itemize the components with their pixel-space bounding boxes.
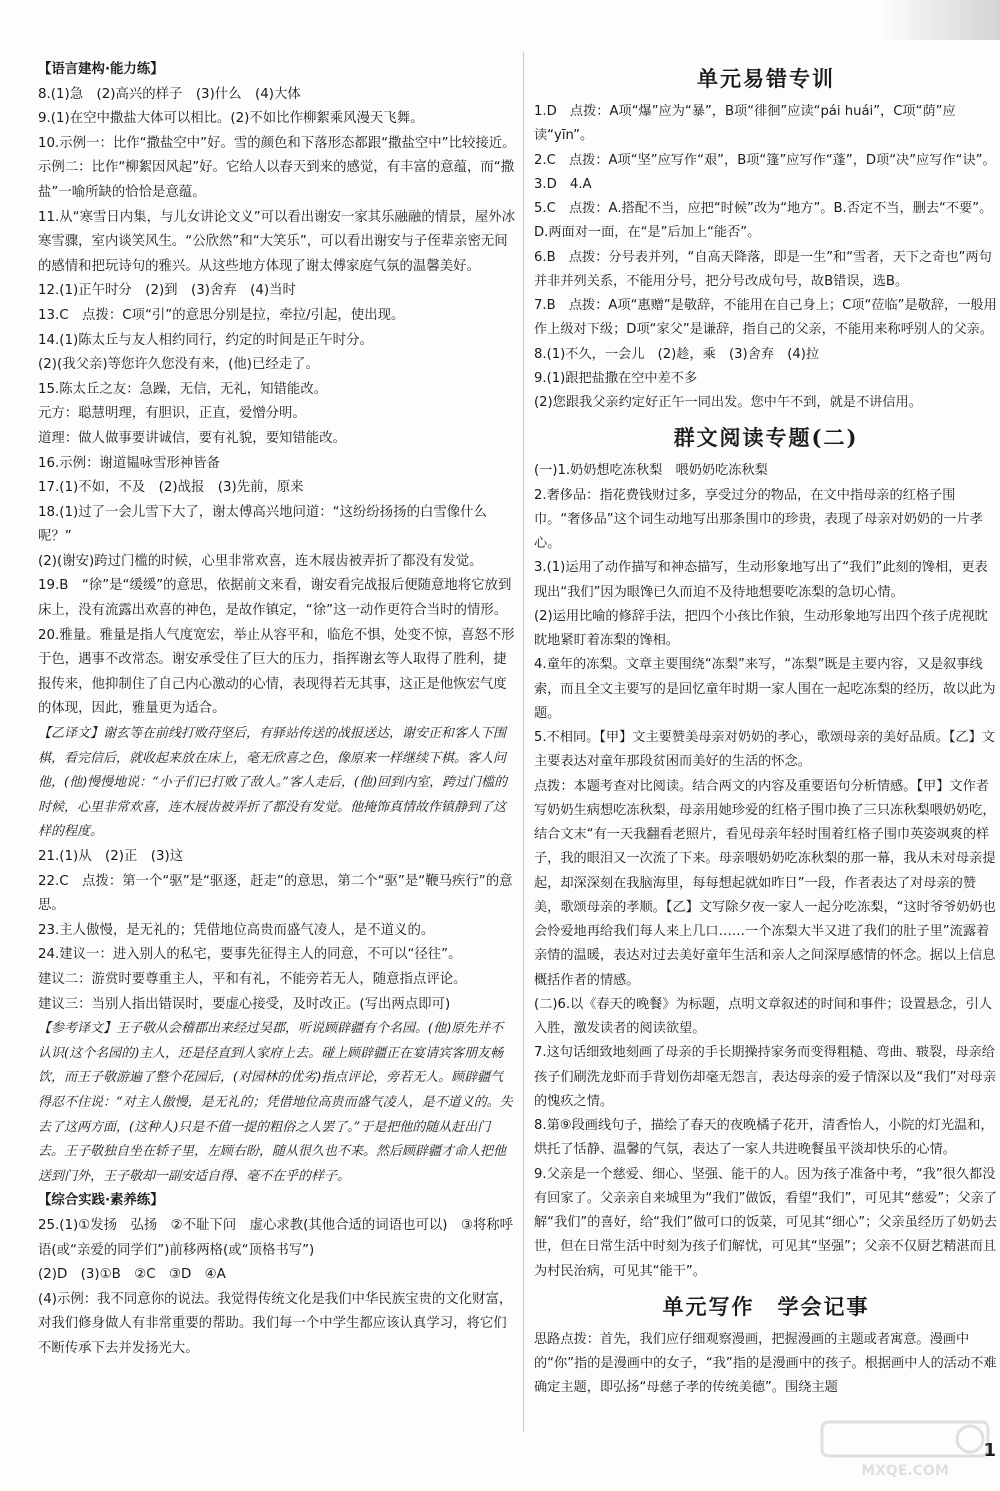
answer-paragraph: 5.C 点拨：A.搭配不当，应把“时候”改为“地方”。B.否定不当，删去“不要”。D.两面对一面，在“是”后加上“能否”。 xyxy=(534,201,993,241)
answer-paragraph: 元方：聪慧明理，有胆识，正直，爱憎分明。 xyxy=(38,406,306,422)
answer-paragraph: (一)1.奶奶想吃冻秋梨 喂奶奶吃冻秋梨 xyxy=(534,463,768,479)
right-column xyxy=(534,58,998,1401)
translation-paragraph: 【参考译文】王子敬从会稽郡出来经过吴郡，听说顾辟疆有个名园。(他)原先并不认识(这个名园的)主人，还是径直到人家府上去。碰上顾辟疆正在宴请宾客朋友畅饮，而王子敬游遍了整个花园后，(对园林的优劣)指点评论，旁若无人。顾辟疆气得忍不住说：“对主人傲慢，是无礼的；凭借地位高贵而盛气凌人，是不道义的。失去了这两方面，(这种人)只是不值一提的粗俗之人罢了。”于是把他的随从赶出门去。王子敬独自坐在轿子里，左顾右盼，随从很久也不来。然后顾辟疆才命人把他送到门外，王子敬却一副安适自得、毫不在乎的样子。 xyxy=(38,1021,513,1184)
answer-paragraph: 9.(1)跟把盐撒在空中差不多 xyxy=(534,370,698,386)
answer-paragraph: 23.主人傲慢，是无礼的；凭借地位高贵而盛气凌人，是不道义的。 xyxy=(38,922,435,938)
answer-paragraph: 21.(1)从 (2)正 (3)这 xyxy=(38,849,184,864)
watermark-logo xyxy=(820,1420,990,1480)
answer-paragraph: 8.第⑨段画线句子，描绘了春天的夜晚橘子花开，清香怡人，小院的灯光温和，烘托了恬静、温馨的气氛，表达了一家人共进晚餐虽平淡却快乐的心情。 xyxy=(534,1118,994,1158)
answer-paragraph: 示例二：比作“柳絮因风起”好。它给人以春天到来的感觉，有丰富的意蕴，而“撒盐”一喻所缺的恰恰是意蕴。 xyxy=(38,160,515,200)
answer-paragraph: (2)D (3)①B ②C ③D ④A xyxy=(38,1267,226,1283)
watermark-text: MXQE.COM xyxy=(861,1463,949,1479)
answer-paragraph: (2)运用比喻的修辞手法，把四个小孩比作狼，生动形象地写出四个孩子虎视眈眈地紧盯着冻梨的馋相。 xyxy=(534,608,988,648)
answer-paragraph: 9.(1)在空中撒盐大体可以相比。(2)不如比作柳絮乘风漫天飞舞。 xyxy=(38,111,424,127)
answer-paragraph: (2)您跟我父亲约定好正午一同出发。您中午不到，就是不讲信用。 xyxy=(534,395,922,410)
answer-paragraph: 17.(1)不如，不及 (2)战报 (3)先前，原来 xyxy=(38,480,304,496)
answer-paragraph: 1.D 点拨：A项“爆”应为“暴”，B项“徘徊”应读“pái huái”，C项“荫”应读“yīn”。 xyxy=(534,104,956,144)
answer-paragraph: 3.D 4.A xyxy=(534,176,592,192)
answer-paragraph: 6.B 点拨：分号表并列，“自高天降落，即是一生”和“雪者，天下之奇也”两句并非并列关系，不能用分号，把分号改成句号，故B错误，选B。 xyxy=(534,249,992,289)
answer-paragraph: 19.B “徐”是“缓缓”的意思，依据前文来看，谢安看完战报后便随意地将它放到床上，没有流露出欢喜的神色，是故作镇定，“徐”这一动作更符合当时的情形。 xyxy=(38,578,512,619)
translation-paragraph: 【乙译文】谢玄等在前线打败苻坚后，有驿站传送的战报送达，谢安正和客人下围棋，看完信后，就收起来放在床上，毫无欣喜之色，像原来一样继续下棋。客人问他，(他)慢慢地说：“小子们已打败了敌人。”客人走后，(他)回到内室，跨过门槛的时候，心里非常欢喜，连木屐齿被弄折了都没有发觉。他掩饰真情故作镇静到了这样的程度。 xyxy=(38,726,508,840)
answer-paragraph: 建议三：当别人指出错误时，要虚心接受，及时改正。(写出两点即可) xyxy=(38,996,451,1012)
column-divider xyxy=(523,52,524,1432)
answer-paragraph: 15.陈太丘之友：急躁，无信，无礼，知错能改。 xyxy=(38,381,328,397)
answer-paragraph: 2.C 点拨：A项“坚”应写作“艰”，B项“篷”应写作“蓬”，D项“决”应写作“诀”。 xyxy=(534,152,996,168)
section-label: 【语言建构·能力练】 xyxy=(38,62,164,77)
answer-paragraph: 16.示例：谢道韫咏雪形神皆备 xyxy=(38,455,220,471)
answer-paragraph: 5.不相同。【甲】文主要赞美母亲对奶奶的孝心，歌颂母亲的美好品质。【乙】文主要表达对童年那段贫困而美好的生活的怀念。 xyxy=(534,730,995,770)
answer-paragraph: 12.(1)正午时分 (2)到 (3)舍弃 (4)当时 xyxy=(38,283,296,299)
answer-paragraph: 7.B 点拨：A项“惠赠”是敬辞，不能用在自己身上；C项“莅临”是敬辞，一般用作上级对下级；D项“家父”是谦辞，指自己的父亲，不能用来称呼别人的父亲。 xyxy=(534,298,997,338)
answer-paragraph: 24.建议一：进入别人的私宅，要事先征得主人的同意，不可以“径往”。 xyxy=(38,947,462,963)
answer-paragraph: (4)示例：我不同意你的说法。我觉得传统文化是我们中华民族宝贵的文化财富，对我们修身做人有非常重要的帮助。我们每一个中学生都应该认真学习，将它们不断传承下去并发扬光大。 xyxy=(38,1291,513,1356)
page-number: 1 xyxy=(983,1440,996,1461)
section-heading: 单元写作 学会记事 xyxy=(662,1293,870,1319)
answer-paragraph: 7.这句话细致地刻画了母亲的手长期操持家务而变得粗糙、弯曲、皲裂，母亲给孩子们刷洗龙虾而手背划伤却毫无怨言，表达母亲的爱子情深以及“我们”对母亲的愧疚之情。 xyxy=(534,1045,997,1109)
answer-paragraph: 建议二：游赏时要尊重主人，平和有礼，不能旁若无人，随意指点评论。 xyxy=(38,971,467,987)
answer-paragraph: 8.(1)不久，一会儿 (2)趁，乘 (3)舍弃 (4)拉 xyxy=(534,346,820,362)
section-heading: 群文阅读专题(二) xyxy=(673,425,859,451)
section-heading: 单元易错专训 xyxy=(697,66,835,91)
answer-paragraph: (2)(我父亲)等您许久您没有来，(他)已经走了。 xyxy=(38,357,319,373)
scan-edge-shadow xyxy=(880,0,1000,40)
answer-paragraph: 4.童年的冻梨。文章主要围绕“冻梨”来写，“冻梨”既是主要内容，又是叙事线索，而且全文主要写的是回忆童年时期一家人围在一起吃冻梨的经历，故以此为题。 xyxy=(534,657,996,721)
answer-paragraph: 思路点拨：首先，我们应仔细观察漫画，把握漫画的主题或者寓意。漫画中的“你”指的是漫画中的女子，“我”指的是漫画中的孩子。根据画中人的活动不难确定主题，即弘扬“母慈子孝的传统美德”。围绕主题 xyxy=(534,1331,997,1396)
answer-paragraph: (2)(谢安)跨过门槛的时候，心里非常欢喜，连木屐齿被弄折了都没有发觉。 xyxy=(38,553,483,569)
answer-paragraph: 11.从“寒雪日内集，与儿女讲论文义”可以看出谢安一家其乐融融的情景，屋外冰寒雪骤，室内谈笑风生。“公欣然”和“大笑乐”，可以看出谢安与子侄辈亲密无间的感情和把玩诗句的雅兴。从这些地方体现了谢太傅家庭气氛的温馨美好。 xyxy=(38,209,516,274)
section-label: 【综合实践·素养练】 xyxy=(38,1193,164,1209)
answer-paragraph: 2.奢侈品：指花费钱财过多，享受过分的物品，在文中指母亲的红格子围巾。“奢侈品”这个词生动地写出那条围巾的珍贵，表现了母亲对奶奶的一片孝心。 xyxy=(534,487,983,551)
answer-paragraph: 3.(1)运用了动作描写和神态描写，生动形象地写出了“我们”此刻的馋相，更表现出“我们”因为眼馋已久而迫不及待地想要吃冻梨的急切心情。 xyxy=(534,560,988,600)
answer-paragraph: 14.(1)陈太丘与友人相约同行，约定的时间是正午时分。 xyxy=(38,332,373,348)
answer-paragraph: 13.C 点拨：C项“引”的意思分别是拉，牵拉/引起，使出现。 xyxy=(38,307,405,323)
answer-paragraph: 10.示例一：比作“撒盐空中”好。雪的颜色和下落形态都跟“撒盐空中”比较接近。 xyxy=(38,135,516,151)
answer-paragraph: 道理：做人做事要讲诚信，要有礼貌，要知错能改。 xyxy=(38,430,346,446)
left-column xyxy=(38,58,516,1361)
answer-paragraph: 25.(1)①发扬 弘扬 ②不耻下问 虚心求教(其他合适的词语也可以) ③将称呼语(或“亲爱的同学们”)前移两格(或“顶格书写”) xyxy=(38,1217,514,1258)
answer-paragraph: (二)6.以《春天的晚餐》为标题，点明文章叙述的时间和事件；设置悬念，引人入胜，激发读者的阅读欲望。 xyxy=(534,996,993,1036)
answer-paragraph: 点拨：本题考查对比阅读。结合两文的内容及重要语句分析情感。【甲】文作者写奶奶生病想吃冻秋梨，母亲用她珍爱的红格子围巾换了三只冻秋梨喂奶奶吃，结合文末“有一天我翻看老照片，看见母亲年轻时围着红格子围巾英姿飒爽的样子，我的眼泪又一次流了下来。母亲喂奶奶吃冻秋梨的那一幕，我从未对母亲提起，却深深刻在我脑海里，每每想起就如昨日”一段，作者表达了对母亲的赞美，歌颂母亲的孝顺。【乙】文写除夕夜一家人一起分吃冻梨，“这时爷爷奶奶也会怜爱地再给我们每人来上几口……一个冻梨大半又进了我们的肚子里”流露着亲情的温暖，表达对过去美好童年生活和亲人之间深厚感情的怀念。据以上信息概括作者的情感。 xyxy=(534,778,996,988)
answer-paragraph: 8.(1)急 (2)高兴的样子 (3)什么 (4)大体 xyxy=(38,86,301,102)
answer-paragraph: 18.(1)过了一会儿雪下大了，谢太傅高兴地问道：“这纷纷扬扬的白雪像什么呢？” xyxy=(38,504,487,545)
answer-paragraph: 20.雅量。雅量是指人气度宽宏，举止从容平和，临危不惧，处变不惊，喜怒不形于色，遇事不改常态。谢安承受住了巨大的压力，指挥谢玄等人取得了胜利，捷报传来，他抑制住了自己内心激动的心情，表现得若无其事，这正是他恢宏气度的体现，因此，雅量更为适合。 xyxy=(38,627,515,717)
answer-paragraph: 22.C 点拨：第一个“驱”是“驱逐，赶走”的意思，第二个“驱”是“鞭马疾行”的意思。 xyxy=(38,873,513,914)
answer-paragraph: 9.父亲是一个慈爱、细心、坚强、能干的人。因为孩子准备中考，“我”很久都没有回家了。父亲亲自来城里为“我们”做饭，看望“我们”，可见其“慈爱”；父亲了解“我们”的喜好，给“我们”做可口的饭菜，可见其“细心”；父亲虽经历了奶奶去世，但在日常生活中时刻为孩子们解忧，可见其“坚强”；父亲不仅厨艺精湛而且为村民治病，可见其“能干”。 xyxy=(534,1166,997,1279)
